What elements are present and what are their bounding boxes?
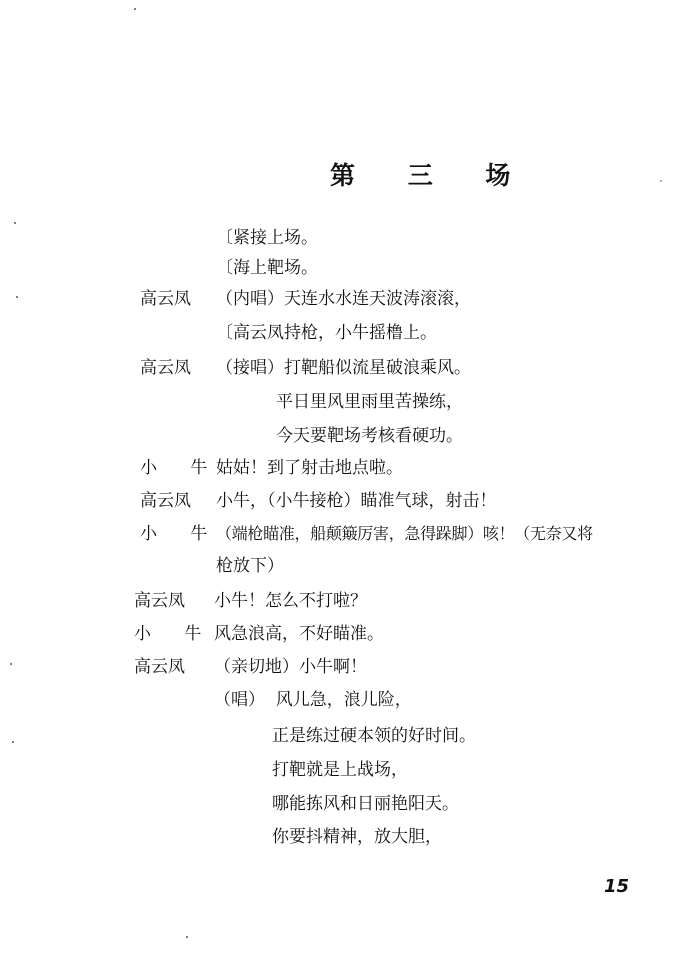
lyric-line: 哪能拣风和日丽艳阳天。 — [272, 794, 459, 814]
scan-speck — [16, 296, 18, 298]
dialogue-line: （内唱）天连水水连天波涛滚滚， — [216, 289, 471, 309]
lyric-line: 平日里风里雨里苦操练， — [276, 392, 463, 412]
lyric-line: （唱） 风儿急，浪儿险， — [214, 690, 412, 710]
speaker-name: 高云凤 — [140, 491, 191, 511]
lyric-line: 你要抖精神，放大胆， — [272, 827, 442, 847]
dialogue-line-continued: 枪放下） — [216, 556, 284, 576]
scene-title: 第 三 场 — [330, 161, 533, 190]
speaker-name: 高云凤 — [140, 358, 191, 378]
page-number: 15 — [604, 876, 630, 897]
lyric-line: 正是练过硬本领的好时间。 — [272, 726, 476, 746]
scan-speck — [10, 663, 12, 665]
stage-direction: 〔高云凤持枪，小牛摇橹上。 — [216, 323, 437, 343]
scan-speck — [186, 936, 188, 938]
dialogue-line: 小牛，（小牛接枪）瞄准气球，射击！ — [216, 491, 497, 511]
scan-speck — [134, 8, 136, 10]
speaker-name: 小 牛 — [140, 524, 222, 544]
dialogue-line: （亲切地）小牛啊！ — [214, 657, 367, 677]
dialogue-line: 姑姑！到了射击地点啦。 — [216, 458, 403, 478]
scan-speck — [660, 180, 662, 182]
lyric-line: 今天要靶场考核看硬功。 — [276, 426, 463, 446]
scan-speck — [14, 222, 16, 224]
dialogue-line: （端枪瞄准，船颠簸厉害，急得跺脚）咳！（无奈又将 — [216, 524, 593, 543]
speaker-name: 小 牛 — [134, 624, 216, 644]
speaker-name: 小 牛 — [140, 458, 222, 478]
lyric-line: 打靶就是上战场， — [272, 760, 408, 780]
dialogue-line: 小牛！怎么不打啦？ — [214, 591, 367, 611]
stage-direction: 〔紧接上场。 — [216, 228, 318, 248]
dialogue-line: 风急浪高，不好瞄准。 — [214, 624, 384, 644]
speaker-name: 高云凤 — [134, 591, 185, 611]
scan-speck — [12, 741, 14, 743]
stage-direction: 〔海上靶场。 — [216, 258, 318, 278]
speaker-name: 高云凤 — [140, 289, 191, 309]
speaker-name: 高云凤 — [134, 657, 185, 677]
dialogue-line: （接唱）打靶船似流星破浪乘风。 — [216, 358, 471, 378]
